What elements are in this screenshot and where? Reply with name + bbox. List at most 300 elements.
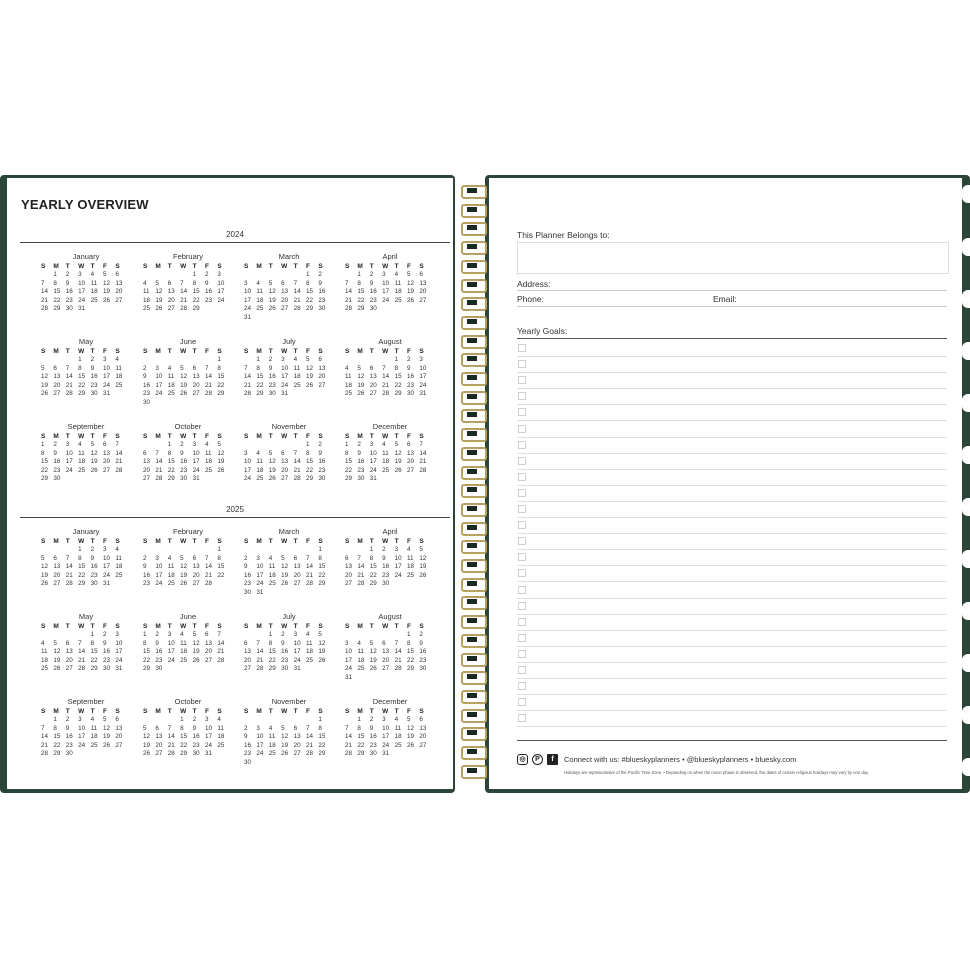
day-number: 5	[357, 364, 361, 372]
day-number: 21	[78, 656, 86, 664]
day-number: 11	[256, 458, 263, 466]
day-number: 14	[78, 648, 86, 656]
day-number: 5	[305, 356, 310, 363]
day-number: 11	[406, 554, 414, 562]
goal-checkbox[interactable]	[518, 650, 526, 658]
weekday-letter: M	[256, 263, 262, 270]
day-number: 22	[394, 381, 402, 389]
goal-row[interactable]	[517, 356, 947, 373]
day-number: 4	[167, 364, 172, 372]
day-grid	[243, 631, 335, 674]
spiral-binding	[458, 185, 486, 785]
day-grid	[40, 271, 132, 314]
day-number: 9	[90, 554, 95, 562]
day-number: 5	[102, 271, 107, 278]
day-number: 27	[406, 466, 414, 474]
weekday-header	[40, 347, 132, 356]
day-number: 23	[244, 580, 252, 588]
day-number: 6	[167, 279, 172, 287]
goal-row[interactable]	[517, 630, 947, 647]
day-number: 8	[90, 639, 95, 647]
goal-checkbox[interactable]	[518, 714, 526, 722]
coil-hole	[467, 730, 477, 735]
day-number: 29	[167, 475, 175, 483]
goal-checkbox[interactable]	[518, 457, 526, 465]
day-number: 12	[281, 733, 289, 741]
weekday-letter: S	[318, 623, 323, 630]
goal-row[interactable]	[517, 694, 947, 711]
day-number: 31	[345, 673, 353, 681]
page-tab[interactable]	[962, 342, 970, 360]
goal-row[interactable]	[517, 453, 947, 470]
address-line[interactable]	[517, 290, 947, 291]
goal-checkbox[interactable]	[518, 553, 526, 561]
coil-hole	[467, 282, 477, 287]
goal-checkbox[interactable]	[518, 392, 526, 400]
day-number: 7	[204, 364, 209, 372]
day-number: 14	[345, 288, 353, 296]
day-number: 27	[419, 741, 427, 749]
page-tab[interactable]	[962, 550, 970, 568]
month-name: October	[174, 422, 202, 431]
day-number: 2	[268, 356, 273, 363]
goal-checkbox[interactable]	[518, 489, 526, 497]
binding-coil	[458, 727, 486, 739]
page-tab[interactable]	[962, 185, 970, 203]
day-number: 7	[256, 639, 260, 647]
weekday-letter: F	[204, 708, 209, 715]
day-number: 10	[419, 364, 427, 372]
page-tab[interactable]	[962, 498, 970, 516]
weekday-letter: T	[167, 623, 172, 630]
day-number: 5	[180, 364, 184, 372]
weekday-letter: T	[90, 433, 95, 440]
day-blank	[65, 546, 77, 555]
goal-checkbox[interactable]	[518, 425, 526, 433]
day-number: 7	[293, 279, 298, 287]
goal-checkbox[interactable]	[518, 569, 526, 577]
goal-row[interactable]	[517, 533, 947, 550]
day-number: 24	[244, 475, 252, 483]
goal-checkbox[interactable]	[518, 602, 526, 610]
day-number: 8	[268, 639, 273, 647]
goal-row[interactable]	[517, 646, 947, 663]
month-calendar	[344, 337, 436, 399]
binding-coil	[458, 335, 486, 347]
day-blank	[268, 441, 280, 450]
day-number: 19	[102, 733, 110, 741]
weekday-letter: M	[155, 623, 161, 630]
day-number: 8	[192, 279, 197, 287]
goal-row[interactable]	[517, 565, 947, 582]
day-number: 13	[65, 648, 73, 656]
weekday-letter: S	[217, 433, 222, 440]
coil-hole	[467, 581, 477, 586]
day-number: 11	[115, 364, 122, 372]
day-number: 19	[180, 381, 188, 389]
day-number: 24	[78, 741, 86, 749]
day-number: 19	[419, 563, 427, 571]
day-number: 23	[382, 571, 390, 579]
day-number: 21	[65, 381, 73, 389]
day-number: 28	[41, 305, 49, 313]
contact-line[interactable]	[517, 306, 947, 307]
day-number: 16	[143, 571, 151, 579]
day-number: 25	[382, 466, 390, 474]
day-number: 24	[204, 741, 212, 749]
weekday-letter: T	[369, 623, 374, 630]
goal-row[interactable]	[517, 517, 947, 534]
coil-hole	[467, 450, 477, 455]
day-number: 12	[419, 554, 427, 562]
goal-row[interactable]	[517, 678, 947, 695]
binding-coil	[458, 765, 486, 777]
day-number: 5	[281, 554, 285, 562]
day-number: 10	[192, 449, 200, 457]
goal-row[interactable]	[517, 372, 947, 389]
day-number: 24	[115, 656, 123, 664]
day-number: 26	[143, 750, 151, 758]
day-number: 10	[256, 733, 264, 741]
day-number: 11	[41, 648, 48, 656]
day-number: 8	[217, 554, 221, 562]
weekday-letter: T	[268, 623, 273, 630]
binding-coil	[458, 260, 486, 272]
month-name: November	[271, 422, 307, 431]
day-number: 18	[78, 458, 86, 466]
day-number: 17	[419, 373, 427, 381]
day-blank	[65, 356, 77, 365]
day-number: 17	[256, 741, 264, 749]
goal-row[interactable]	[517, 662, 947, 679]
day-number: 9	[318, 279, 322, 287]
binding-coil	[458, 428, 486, 440]
goal-checkbox[interactable]	[518, 473, 526, 481]
day-number: 28	[293, 475, 301, 483]
goal-row[interactable]	[517, 549, 947, 566]
day-number: 18	[167, 381, 175, 389]
binding-coil	[458, 353, 486, 365]
weekday-letter: M	[155, 433, 161, 440]
day-number: 5	[192, 631, 197, 638]
page-tab[interactable]	[962, 394, 970, 412]
day-number: 23	[244, 750, 252, 758]
day-number: 29	[180, 750, 188, 758]
day-number: 12	[281, 563, 289, 571]
day-number: 6	[115, 716, 119, 723]
day-number: 14	[419, 449, 427, 457]
weekday-header	[40, 537, 132, 546]
day-number: 1	[357, 271, 361, 278]
day-number: 7	[65, 364, 70, 372]
goal-checkbox[interactable]	[518, 505, 526, 513]
day-blank	[192, 356, 204, 365]
day-number: 22	[268, 656, 276, 664]
day-blank	[255, 441, 267, 450]
day-number: 21	[204, 381, 212, 389]
goal-row[interactable]	[517, 469, 947, 486]
day-number: 13	[115, 724, 123, 732]
month-calendar	[142, 697, 234, 759]
weekday-letter: M	[53, 348, 59, 355]
day-number: 24	[369, 466, 377, 474]
day-number: 18	[394, 733, 402, 741]
goal-checkbox[interactable]	[518, 360, 526, 368]
month-name: July	[282, 612, 296, 621]
weekday-letter: T	[369, 538, 374, 545]
day-number: 24	[382, 741, 390, 749]
goal-row[interactable]	[517, 501, 947, 518]
day-grid	[344, 546, 436, 589]
day-number: 20	[102, 458, 110, 466]
month-name: April	[382, 252, 398, 261]
day-number: 19	[357, 381, 365, 389]
day-number: 28	[345, 750, 353, 758]
day-number: 7	[115, 441, 119, 448]
day-number: 30	[192, 750, 200, 758]
goal-checkbox[interactable]	[518, 698, 526, 706]
day-blank	[154, 546, 166, 555]
weekday-letter: T	[394, 623, 399, 630]
day-blank	[52, 356, 64, 365]
page-tab[interactable]	[962, 602, 970, 620]
day-number: 29	[305, 475, 313, 483]
month-calendar	[243, 337, 335, 399]
day-number: 19	[268, 466, 276, 474]
facebook-icon[interactable]: f	[547, 754, 558, 765]
goal-checkbox[interactable]	[518, 537, 526, 545]
coil-hole	[467, 599, 477, 604]
day-number: 4	[394, 716, 399, 723]
day-number: 14	[115, 449, 123, 457]
day-number: 27	[155, 750, 163, 758]
day-number: 22	[53, 296, 61, 304]
weekday-letter: S	[244, 348, 249, 355]
page-tab[interactable]	[962, 706, 970, 724]
binding-coil	[458, 241, 486, 253]
weekday-letter: T	[192, 623, 197, 630]
day-number: 11	[293, 364, 301, 372]
page-tab[interactable]	[962, 290, 970, 308]
day-blank	[52, 546, 64, 555]
day-number: 31	[382, 750, 390, 758]
day-number: 18	[382, 458, 390, 466]
day-number: 15	[318, 733, 326, 741]
day-number: 24	[167, 656, 175, 664]
day-number: 7	[345, 724, 349, 732]
day-number: 10	[256, 563, 264, 571]
goal-checkbox[interactable]	[518, 344, 526, 352]
day-number: 12	[155, 288, 163, 296]
day-number: 2	[143, 554, 147, 562]
day-number: 29	[268, 665, 276, 673]
day-number: 9	[102, 639, 107, 647]
goal-row[interactable]	[517, 485, 947, 502]
day-number: 3	[244, 449, 248, 457]
day-number: 9	[419, 639, 423, 647]
day-number: 5	[180, 554, 184, 562]
day-number: 6	[345, 554, 349, 562]
year-label: 2024	[226, 230, 244, 239]
day-number: 13	[318, 364, 326, 372]
goal-checkbox[interactable]	[518, 618, 526, 626]
binding-coil	[458, 671, 486, 683]
page-tab[interactable]	[962, 654, 970, 672]
day-number: 4	[115, 356, 119, 363]
day-number: 14	[305, 563, 313, 571]
day-number: 30	[143, 398, 151, 406]
weekday-letter: S	[143, 708, 148, 715]
binding-coil	[458, 615, 486, 627]
day-number: 13	[192, 563, 200, 571]
day-blank	[77, 631, 89, 640]
day-number: 31	[204, 750, 212, 758]
month-calendar	[40, 337, 132, 399]
page-tab[interactable]	[962, 446, 970, 464]
weekday-letter: T	[65, 263, 70, 270]
day-blank	[204, 546, 216, 555]
day-number: 14	[357, 563, 365, 571]
day-number: 26	[406, 296, 414, 304]
day-number: 21	[155, 466, 163, 474]
day-number: 28	[204, 580, 212, 588]
goal-checkbox[interactable]	[518, 586, 526, 594]
day-number: 1	[143, 631, 147, 638]
day-number: 23	[90, 571, 98, 579]
day-number: 20	[281, 296, 289, 304]
day-number: 1	[305, 441, 310, 448]
goal-checkbox[interactable]	[518, 666, 526, 674]
page-tab[interactable]	[962, 758, 970, 776]
day-number: 28	[78, 665, 86, 673]
goal-row[interactable]	[517, 582, 947, 599]
goal-checkbox[interactable]	[518, 521, 526, 529]
day-number: 28	[41, 750, 49, 758]
page-tab[interactable]	[962, 238, 970, 256]
month-calendar	[243, 422, 335, 484]
day-number: 2	[53, 441, 57, 448]
goal-row[interactable]	[517, 421, 947, 438]
day-number: 29	[256, 390, 264, 398]
day-number: 9	[244, 733, 248, 741]
month-calendar	[142, 527, 234, 589]
weekday-header	[344, 262, 436, 271]
coil-hole	[467, 693, 477, 698]
day-number: 13	[155, 733, 163, 741]
day-number: 25	[180, 656, 188, 664]
weekday-letter: W	[78, 433, 85, 440]
goal-row[interactable]	[517, 437, 947, 454]
day-number: 11	[345, 373, 352, 381]
day-number: 19	[90, 458, 98, 466]
day-number: 15	[305, 458, 313, 466]
day-number: 28	[217, 656, 225, 664]
day-number: 22	[78, 381, 86, 389]
day-number: 23	[281, 656, 289, 664]
day-number: 9	[53, 449, 57, 457]
goal-row[interactable]	[517, 404, 947, 421]
day-blank	[179, 271, 191, 280]
goal-row[interactable]	[517, 710, 947, 727]
day-number: 4	[90, 271, 95, 278]
coil-hole	[467, 412, 477, 417]
weekday-letter: T	[65, 348, 70, 355]
day-number: 24	[293, 656, 301, 664]
owner-name-field[interactable]	[517, 242, 949, 274]
day-number: 25	[406, 571, 414, 579]
day-number: 18	[167, 571, 175, 579]
day-number: 10	[382, 724, 390, 732]
binding-coil	[458, 578, 486, 590]
day-number: 21	[244, 381, 252, 389]
day-number: 7	[41, 724, 45, 732]
day-number: 24	[345, 665, 353, 673]
day-number: 26	[281, 750, 289, 758]
instagram-icon[interactable]: ◎	[517, 754, 528, 765]
weekday-letter: F	[305, 263, 310, 270]
weekday-letter: S	[115, 708, 120, 715]
day-number: 27	[293, 580, 301, 588]
day-number: 17	[155, 381, 163, 389]
day-number: 4	[143, 279, 147, 287]
day-number: 12	[90, 449, 98, 457]
day-number: 14	[41, 733, 49, 741]
goal-checkbox[interactable]	[518, 682, 526, 690]
pinterest-icon[interactable]: P	[532, 754, 543, 765]
day-number: 25	[167, 390, 175, 398]
weekday-letter: S	[244, 433, 249, 440]
day-number: 27	[65, 665, 73, 673]
binding-coil	[458, 372, 486, 384]
weekday-letter: S	[318, 708, 323, 715]
day-number: 9	[65, 724, 70, 732]
day-number: 17	[102, 563, 110, 571]
day-grid	[344, 271, 436, 314]
weekday-letter: F	[102, 623, 107, 630]
day-number: 31	[78, 305, 86, 313]
day-number: 1	[318, 716, 322, 723]
month-name: April	[382, 527, 398, 536]
goal-row[interactable]	[517, 340, 947, 357]
day-number: 7	[305, 554, 310, 562]
day-number: 24	[419, 381, 427, 389]
goal-checkbox[interactable]	[518, 376, 526, 384]
weekday-letter: T	[293, 538, 298, 545]
day-number: 19	[53, 656, 61, 664]
day-blank	[167, 271, 179, 280]
goal-checkbox[interactable]	[518, 634, 526, 642]
day-number: 15	[394, 373, 402, 381]
goal-checkbox[interactable]	[518, 408, 526, 416]
goal-checkbox[interactable]	[518, 441, 526, 449]
day-number: 10	[204, 724, 212, 732]
day-number: 6	[192, 554, 197, 562]
goal-row[interactable]	[517, 388, 947, 405]
goal-row[interactable]	[517, 614, 947, 631]
day-number: 29	[345, 475, 353, 483]
day-blank	[280, 546, 292, 555]
day-number: 31	[115, 665, 123, 673]
day-number: 1	[406, 631, 411, 638]
day-number: 3	[345, 639, 349, 647]
day-blank	[243, 356, 255, 365]
day-blank	[167, 716, 179, 725]
goal-row[interactable]	[517, 598, 947, 615]
day-number: 21	[65, 571, 73, 579]
day-number: 22	[217, 381, 225, 389]
day-number: 2	[155, 631, 159, 638]
binding-coil	[458, 690, 486, 702]
